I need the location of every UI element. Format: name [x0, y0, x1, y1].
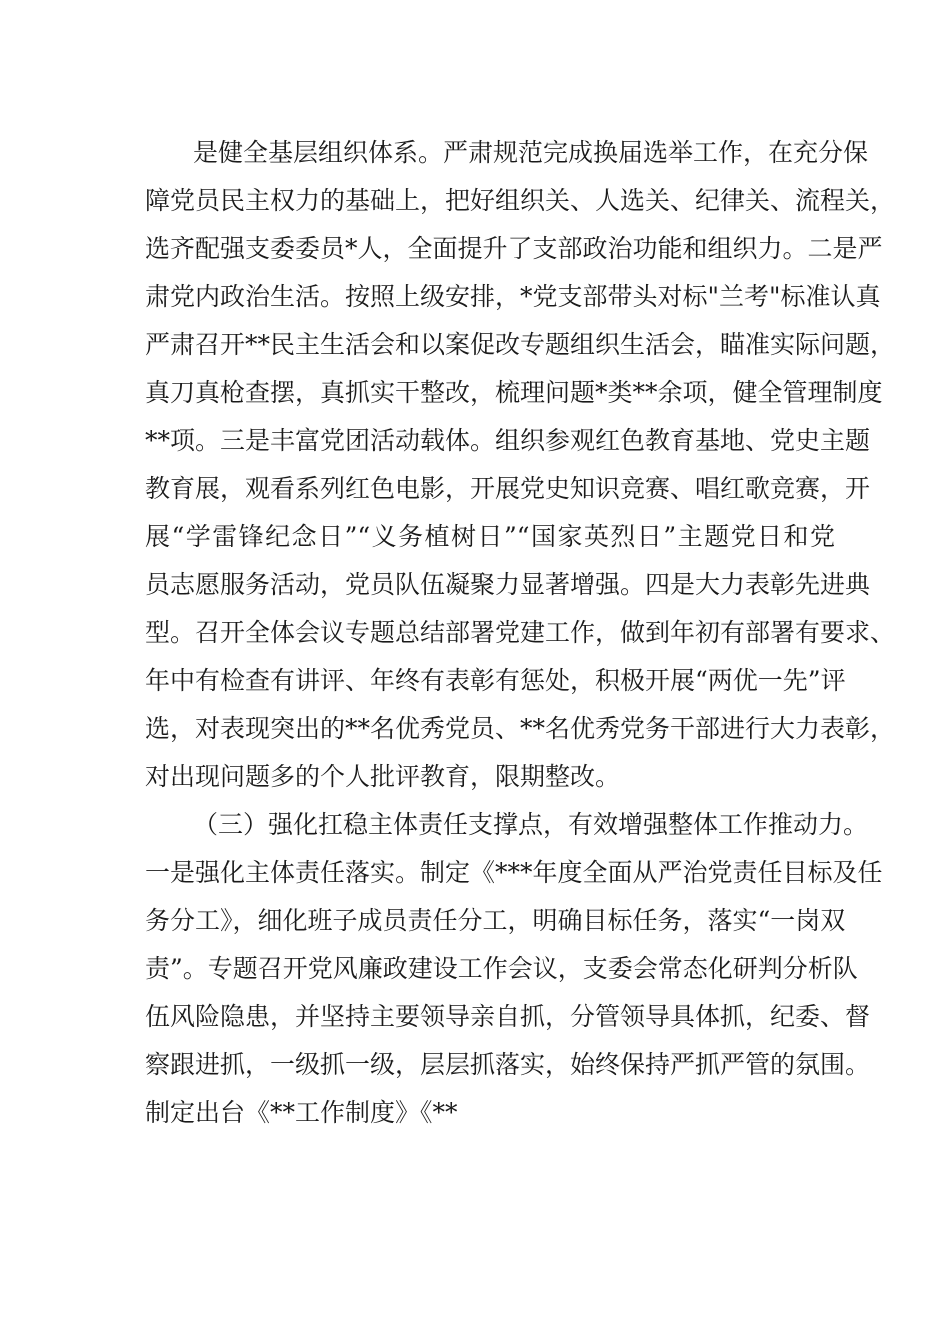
paragraph-line: 是健全基层组织体系。严肃规范完成换届选举工作，在充分保 — [193, 138, 869, 167]
paragraph-line: 员志愿服务活动，党员队伍凝聚力显著增强。四是大力表彰先进典 — [145, 570, 871, 599]
paragraph-line: 展“学雷锋纪念日”“义务植树日”“国家英烈日”主题党日和党 — [145, 522, 835, 551]
paragraph-line: **项。三是丰富党团活动载体。组织参观红色教育基地、党史主题 — [145, 426, 871, 455]
paragraph-line: 教育展，观看系列红色电影，开展党史知识竞赛、唱红歌竞赛，开 — [145, 474, 871, 503]
paragraph-line: 选，对表现突出的**名优秀党员、**名优秀党务干部进行大力表彰， — [145, 714, 896, 743]
paragraph-line: 型。召开全体会议专题总结部署党建工作，做到年初有部署有要求、 — [145, 618, 896, 647]
paragraph-line: 伍风险隐患，并坚持主要领导亲自抓，分管领导具体抓，纪委、督 — [145, 1002, 871, 1031]
paragraph-line: 严肃召开**民主生活会和以案促改专题组织生活会，瞄准实际问题， — [145, 330, 896, 359]
paragraph-line: 障党员民主权力的基础上，把好组织关、人选关、纪律关、流程关， — [145, 186, 896, 215]
paragraph-line: 年中有检查有讲评、年终有表彰有惩处，积极开展“两优一先”评 — [145, 666, 846, 695]
paragraph-line: 制定出台《**工作制度》《** — [145, 1098, 458, 1127]
paragraph-line: 一是强化主体责任落实。制定《***年度全面从严治党责任目标及任 — [145, 858, 883, 887]
section-heading: （三）强化扛稳主体责任支撑点，有效增强整体工作推动力。 — [193, 810, 869, 839]
paragraph-line: 责”。专题召开党风廉政建设工作会议，支委会常态化研判分析队 — [145, 954, 858, 983]
paragraph-line: 真刀真枪查摆，真抓实干整改，梳理问题*类**余项，健全管理制度 — [145, 378, 883, 407]
paragraph-line: 务分工》，细化班子成员责任分工，明确目标任务，落实“一岗双 — [145, 906, 846, 935]
paragraph-line: 肃党内政治生活。按照上级安排，*党支部带头对标"兰考"标准认真 — [145, 282, 881, 311]
paragraph-line: 察跟进抓，一级抓一级，层层抓落实，始终保持严抓严管的氛围。 — [145, 1050, 871, 1079]
paragraph-line: 选齐配强支委委员*人，全面提升了支部政治功能和组织力。二是严 — [145, 234, 883, 263]
paragraph-line: 对出现问题多的个人批评教育，限期整改。 — [145, 762, 621, 791]
